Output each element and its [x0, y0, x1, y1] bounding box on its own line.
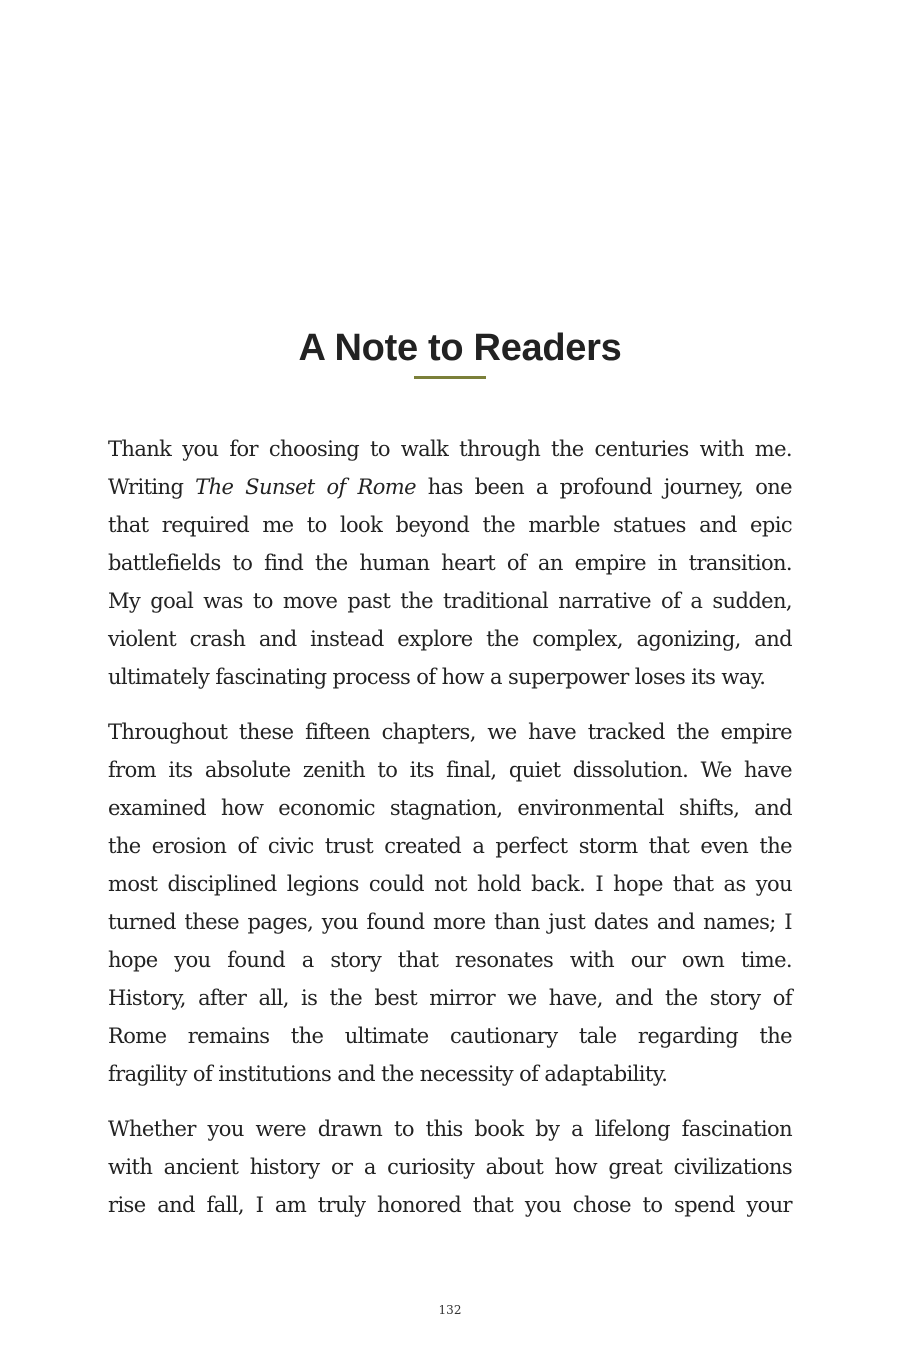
text-line — [108, 468, 792, 506]
paragraph-2 — [108, 713, 792, 1093]
text-line: History, after all, is the best mirror we have, and the story of — [108, 986, 792, 1010]
text-line: ultimately fascinating process of how a superpower loses its way. — [108, 665, 766, 689]
page-title: A Note to Readers — [298, 327, 622, 370]
text-line: Rome remains the ultimate cautionary tale regarding the — [108, 1024, 792, 1048]
text-line: most disciplined legions could not hold back. I hope that as you — [108, 872, 792, 896]
book-title-italic: The Sunset of Rome — [195, 475, 416, 499]
text-line: the erosion of civic trust created a perfect storm that even the — [108, 834, 792, 858]
text-line: hope you found a story that resonates with our own time. — [108, 948, 792, 972]
text-line: turned these pages, you found more than just dates and names; I — [108, 910, 792, 934]
title-divider — [414, 376, 486, 379]
text-line: violent crash and instead explore the complex, agonizing, and — [108, 627, 792, 651]
paragraph-1 — [108, 430, 792, 696]
text-line: battlefields to find the human heart of an empire in transition. — [108, 551, 792, 575]
text-line: My goal was to move past the traditional narrative of a sudden, — [108, 589, 792, 613]
text-line: Thank you for choosing to walk through the centuries with me. — [108, 437, 792, 461]
line-text-post: has been a profound journey, one — [415, 475, 793, 499]
text-line: Throughout these fifteen chapters, we have tracked the empire — [108, 720, 792, 744]
paragraph-3 — [108, 1110, 792, 1224]
text-line: examined how economic stagnation, environmental shifts, and — [108, 796, 792, 820]
text-line: with ancient history or a curiosity about how great civilizations — [108, 1155, 792, 1179]
text-line: from its absolute zenith to its final, quiet dissolution. We have — [108, 758, 792, 782]
line-text-pre: Writing — [108, 475, 196, 499]
body-text — [108, 430, 792, 1241]
text-line: rise and fall, I am truly honored that you chose to spend your — [108, 1193, 792, 1217]
page-number: 132 — [438, 1303, 462, 1317]
text-line: that required me to look beyond the marble statues and epic — [108, 513, 792, 537]
text-line: Whether you were drawn to this book by a lifelong fascination — [108, 1117, 792, 1141]
text-line: fragility of institutions and the necessity of adaptability. — [108, 1062, 668, 1086]
